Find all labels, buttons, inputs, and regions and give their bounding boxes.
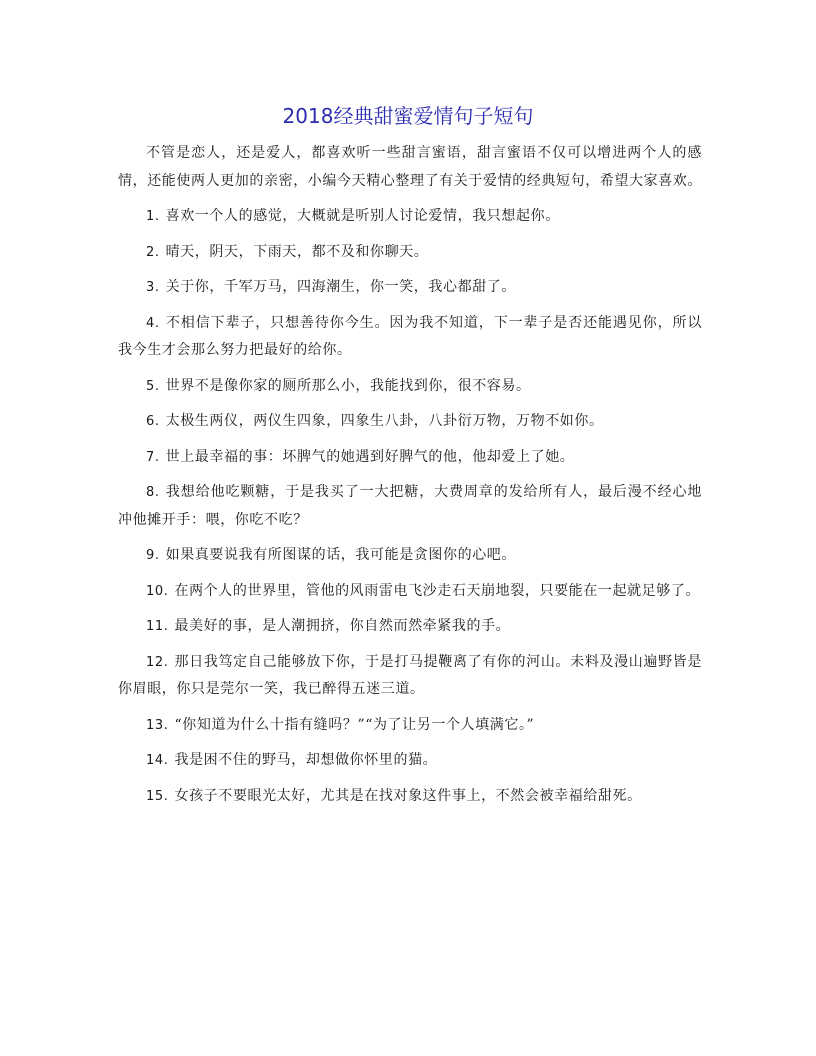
item-number: 14. — [146, 753, 169, 768]
list-item — [118, 783, 702, 811]
item-number: 12. — [146, 654, 169, 670]
item-text: 我想给他吃颗糖，于是我买了一大把糖，大费周章的发给所有人，最后漫不经心地冲他摊开手：喂，你吃不吃？ — [118, 484, 702, 528]
list-item — [118, 310, 702, 365]
list-item — [118, 542, 702, 570]
list-item — [118, 613, 702, 641]
document-body — [118, 140, 702, 818]
item-text: 世上最幸福的事：坏脾气的她遇到好脾气的他，他却爱上了她。 — [165, 448, 575, 465]
list-item — [118, 444, 702, 472]
list-item — [118, 649, 702, 704]
item-text: 那日我笃定自己能够放下你，于是打马提鞭离了有你的河山。未料及漫山遍野皆是你眉眼，你只是莞尔一笑，我已醉得五迷三道。 — [118, 653, 702, 697]
item-number: 5. — [146, 378, 160, 394]
item-number: 13. — [146, 717, 169, 733]
list-item — [118, 408, 702, 436]
list-item — [118, 479, 702, 534]
item-number: 2. — [146, 244, 160, 260]
item-text: 喜欢一个人的感觉，大概就是听别人讨论爱情，我只想起你。 — [165, 208, 560, 224]
item-text: 太极生两仪，两仪生四象，四象生八卦，八卦衍万物，万物不如你。 — [165, 413, 604, 429]
item-number: 7. — [146, 449, 160, 465]
item-text: 最美好的事，是人潮拥挤，你自然而然牵紧我的手。 — [174, 618, 511, 634]
item-text: 我是困不住的野马，却想做你怀里的猫。 — [174, 752, 438, 768]
item-number: 15. — [146, 788, 169, 804]
item-number: 9. — [146, 548, 160, 563]
item-text: 如果真要说我有所图谋的话，我可能是贪图你的心吧。 — [165, 547, 517, 563]
list-item — [118, 578, 702, 606]
item-number: 4. — [146, 315, 160, 331]
item-number: 3. — [146, 280, 160, 295]
intro-paragraph: 不管是恋人，还是爱人，都喜欢听一些甜言蜜语，甜言蜜语不仅可以增进两个人的感情，还能使两人更加的亲密，小编今天精心整理了有关于爱情的经典短句，希望大家喜欢。 — [118, 145, 702, 189]
list-item — [118, 274, 702, 302]
list-item — [118, 203, 702, 231]
item-number: 6. — [146, 414, 160, 429]
item-number: 11. — [146, 619, 169, 634]
item-number: 8. — [146, 485, 160, 500]
item-number: 1. — [146, 209, 160, 224]
item-number: 10. — [146, 583, 169, 599]
item-text: 晴天，阴天，下雨天，都不及和你聊天。 — [165, 243, 429, 260]
item-text: “你知道为什么十指有缝吗？”“为了让另一个人填满它。” — [174, 716, 535, 733]
item-text: 女孩子不要眼光太好，尤其是在找对象这件事上，不然会被幸福给甜死。 — [174, 787, 642, 804]
list-item — [118, 239, 702, 267]
item-text: 不相信下辈子，只想善待你今生。因为我不知道，下一辈子是否还能遇见你，所以我今生才会那么努力把最好的给你。 — [118, 314, 702, 358]
list-item — [118, 373, 702, 401]
list-item — [118, 747, 702, 775]
item-text: 关于你，千军万马，四海潮生，你一笑，我心都甜了。 — [165, 279, 517, 295]
item-text: 世界不是像你家的厕所那么小，我能找到你，很不容易。 — [165, 377, 531, 394]
list-item — [118, 712, 702, 740]
item-text: 在两个人的世界里，管他的风雨雷电飞沙走石天崩地裂，只要能在一起就足够了。 — [174, 582, 701, 599]
document-title: 2018经典甜蜜爱情句子短句 — [282, 104, 534, 128]
